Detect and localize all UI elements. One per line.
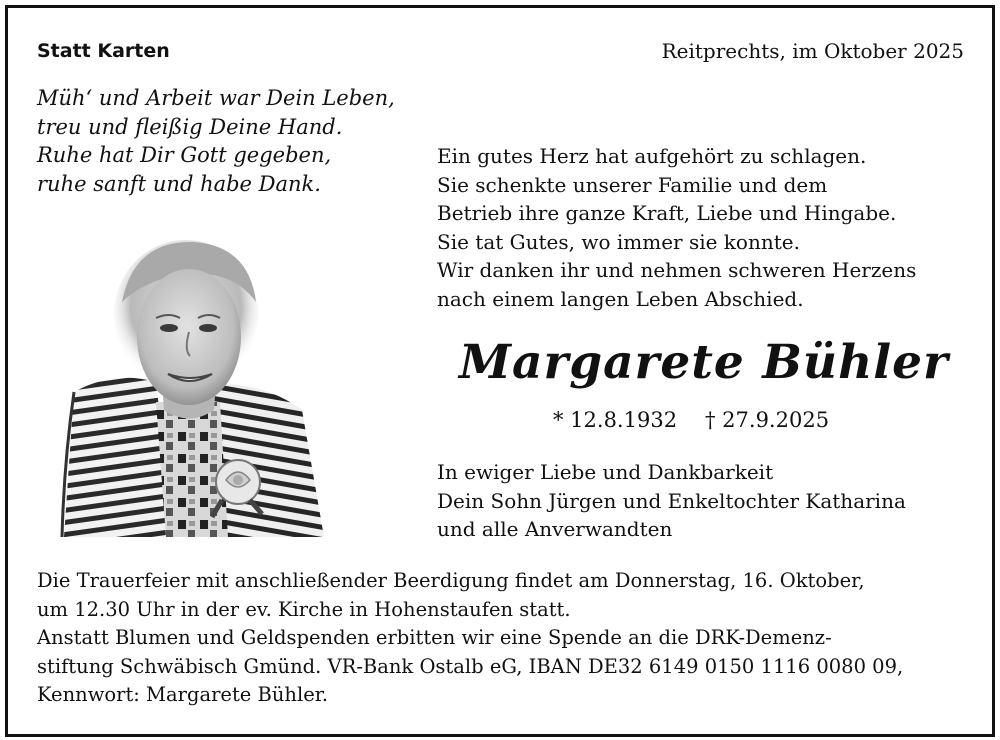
poem-line: treu und fleißig Deine Hand. (37, 114, 343, 139)
poem (37, 84, 395, 198)
notice-line: Kennwort: Margarete Bühler. (37, 683, 329, 706)
header-place-date: Reitprechts, im Oktober 2025 (661, 39, 964, 63)
tribute-line: Betrieb ihre ganze Kraft, Liebe und Hingabe. (437, 201, 897, 225)
tribute-line: nach einem langen Leben Abschied. (437, 286, 804, 311)
tribute-line: Ein gutes Herz hat aufgehört zu schlagen. (437, 144, 867, 168)
mourners-line: und alle Anverwandten (437, 517, 673, 541)
tribute-line: Wir danken ihr und nehmen schweren Herzens (437, 258, 917, 282)
funeral-notice (37, 567, 903, 710)
notice-line: um 12.30 Uhr in der ev. Kirche in Hohenstaufen statt. (37, 597, 571, 621)
poem-line: ruhe sanft und habe Dank. (37, 171, 321, 196)
notice-line: stiftung Schwäbisch Gmünd. VR-Bank Ostalb eG, IBAN DE32 6149 0150 1116 0080 09, (37, 654, 904, 678)
birth-date: * 12.8.1932 (553, 408, 678, 432)
tribute-text (437, 142, 916, 313)
poem-line: Ruhe hat Dir Gott gegeben, (37, 143, 332, 167)
deceased-name: Margarete Bühler (459, 335, 949, 390)
header-statt-karten: Statt Karten (37, 40, 170, 62)
tribute-line: Sie schenkte unserer Familie und dem (437, 172, 828, 197)
mourners-line: In ewiger Liebe und Dankbarkeit (437, 460, 774, 484)
portrait-photo (44, 232, 324, 537)
poem-line: Müh‘ und Arbeit war Dein Leben, (37, 86, 395, 110)
tribute-line: Sie tat Gutes, wo immer sie konnte. (437, 229, 800, 254)
notice-line: Die Trauerfeier mit anschließender Beerdigung findet am Donnerstag, 16. Oktober, (37, 569, 865, 592)
death-date: † 27.9.2025 (705, 408, 830, 432)
notice-line: Anstatt Blumen und Geldspenden erbitten wir eine Spende an die DRK-Demenz- (37, 626, 832, 649)
mourners-line: Dein Sohn Jürgen und Enkeltochter Katharina (437, 488, 906, 513)
mourners (437, 458, 906, 544)
